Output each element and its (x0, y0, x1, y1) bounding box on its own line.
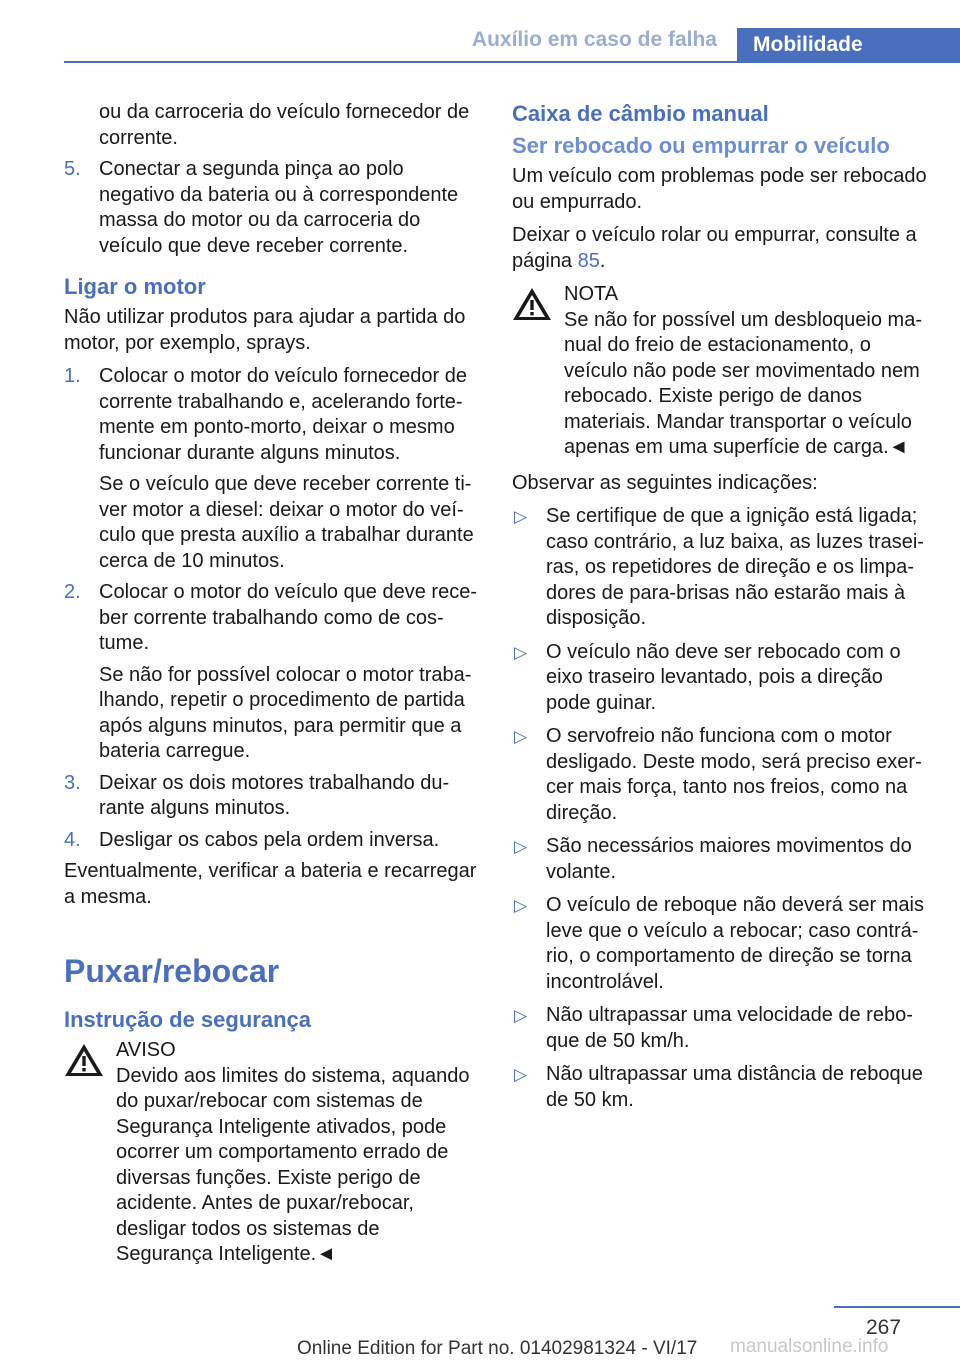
note-label: NOTA (564, 283, 619, 305)
header-section-title: Auxílio em caso de falha (471, 28, 717, 51)
heading-ser-rebocado: Ser rebocado ou empurrar o veículo (512, 133, 890, 158)
step-text: Colocar o motor do veículo fornecedor de corrente trabalhando e, acelerando fortemente em ponto-morto, deixar o mesmo funcionar durante alguns minutos. (99, 365, 467, 464)
paragraph-2-text: Deixar o veículo rolar ou empurrar, consulte a página (512, 224, 917, 272)
step-text: Conectar a segunda pinça ao polo negativo da bateria ou à correspondente massa do motor ou da carroceria do veículo que deve receber corrente. (99, 158, 459, 257)
bullet-text: Não ultrapassar uma distância de reboque de 50 km. (546, 1063, 923, 1111)
step-subtext: Se o veículo que deve receber corrente tiver motor a diesel: deixar o motor do veículo que presta auxílio a trabalhar durante cerca de 10 minutos. (99, 473, 474, 572)
bullet-triangle-icon: ▷ (514, 642, 528, 662)
bullet-triangle-icon: ▷ (514, 1006, 528, 1025)
warning-triangle-icon (512, 286, 552, 322)
bullet-triangle-icon: ▷ (514, 896, 528, 915)
heading-ligar-motor: Ligar o motor (64, 274, 206, 299)
step-3 (64, 771, 480, 822)
header-rule (64, 61, 960, 63)
warning-block (64, 1038, 480, 1268)
step-number: 3. (64, 771, 81, 794)
right-column (512, 100, 928, 1121)
step-subtext: Se não for possível colocar o motor trabalhando, repetir o procedimento de partida após alguns minutos, para permitir que a bateria carregue. (99, 663, 472, 762)
bullet-item (512, 640, 928, 717)
bullet-triangle-icon: ▷ (514, 1065, 528, 1084)
watermark: manualsonline.info (730, 1336, 889, 1357)
step-number: 2. (64, 581, 81, 603)
ligar-intro: Não utilizar produtos para ajudar a partida do motor, por exemplo, sprays. (64, 306, 466, 354)
bullet-triangle-icon: ▷ (514, 727, 528, 746)
bullet-text: O servofreio não funciona com o motor desligado. Deste modo, será preciso exercer mais força, tanto nos freios, como na direção. (546, 725, 922, 824)
note-block (512, 282, 928, 461)
paragraph-1: Um veículo com problemas pode ser rebocado ou empurrado. (512, 165, 927, 213)
bullet-item (512, 834, 928, 885)
heading-instrucao-seguranca: Instrução de segurança (64, 1007, 311, 1032)
note-text: Se não for possível um desbloqueio manual do freio de estacionamento, o veículo não pode ser movimentado nem rebocado. Existe perigo de danos materiais. Mandar transportar o veículo apenas em uma superfície de carga.◄ (564, 308, 922, 458)
bullet-item (512, 504, 928, 632)
paragraph-2-end: . (599, 249, 606, 272)
step-number: 5. (64, 158, 81, 180)
step-number: 4. (64, 828, 81, 851)
bullet-item (512, 893, 928, 995)
bullet-item (512, 1062, 928, 1113)
step-4 (64, 828, 480, 854)
bullet-text: Não ultrapassar uma velocidade de reboque de 50 km/h. (546, 1004, 913, 1052)
bullet-triangle-icon: ▷ (514, 837, 528, 856)
step-text: Deixar os dois motores trabalhando durante alguns minutos. (99, 771, 450, 819)
footer-rule (834, 1306, 960, 1308)
page-header (0, 0, 960, 62)
warning-label: AVISO (116, 1039, 176, 1061)
heading-puxar-rebocar: Puxar/rebocar (64, 953, 280, 989)
bullet-text: Se certifique de que a ignição está ligada; caso contrário, a luz baixa, as luzes traseiras, os repetidores de direção e os limpadores de para-brisas não estarão mais à disposição. (546, 505, 924, 629)
paragraph-2 (512, 223, 928, 274)
bullet-item (512, 724, 928, 826)
bullet-triangle-icon: ▷ (514, 507, 528, 526)
warning-text: Devido aos limites do sistema, aquando do puxar/rebocar com sistemas de Segurança Inteligente ativados, pode ocorrer um comportamento errado de diversas funções. Existe perigo de acidente. Antes de puxar/rebocar, desligar todos os sistemas de Segurança Inteligente.◄ (116, 1064, 470, 1265)
outro-text: Eventualmente, verificar a bateria e recarregar a mesma. (64, 860, 477, 908)
page-number: 267 (866, 1316, 902, 1339)
page-reference-link[interactable]: 85 (577, 249, 600, 272)
step-1 (64, 364, 480, 574)
warning-triangle-icon (64, 1042, 104, 1078)
step-4-continuation: ou da carroceria do veículo fornecedor de corrente. (99, 101, 470, 149)
bullet-text: São necessários maiores movimentos do volante. (546, 835, 912, 883)
step-2 (64, 580, 480, 765)
step-text: Colocar o motor do veículo que deve receber corrente trabalhando como de costume. (99, 581, 477, 654)
header-chapter-tab: Mobilidade (737, 28, 960, 62)
footer-edition: Online Edition for Part no. 01402981324 - VI/17 (297, 1338, 698, 1359)
bullet-text: O veículo de reboque não deverá ser mais leve que o veículo a rebocar; caso contrário, o comportamento de direção se torna incontrolável. (546, 894, 924, 993)
bullet-item (512, 1003, 928, 1054)
left-column (64, 100, 480, 1268)
heading-caixa-cambio: Caixa de câmbio manual (512, 101, 769, 126)
step-text: Desligar os cabos pela ordem inversa. (99, 828, 440, 851)
observe-intro: Observar as seguintes indicações: (512, 471, 818, 494)
bullet-text: O veículo não deve ser rebocado com o eixo traseiro levantado, pois a direção pode guinar. (546, 640, 901, 714)
warning-text-first (64, 1064, 480, 1268)
step-number: 1. (64, 365, 81, 387)
step-5 (64, 157, 480, 259)
